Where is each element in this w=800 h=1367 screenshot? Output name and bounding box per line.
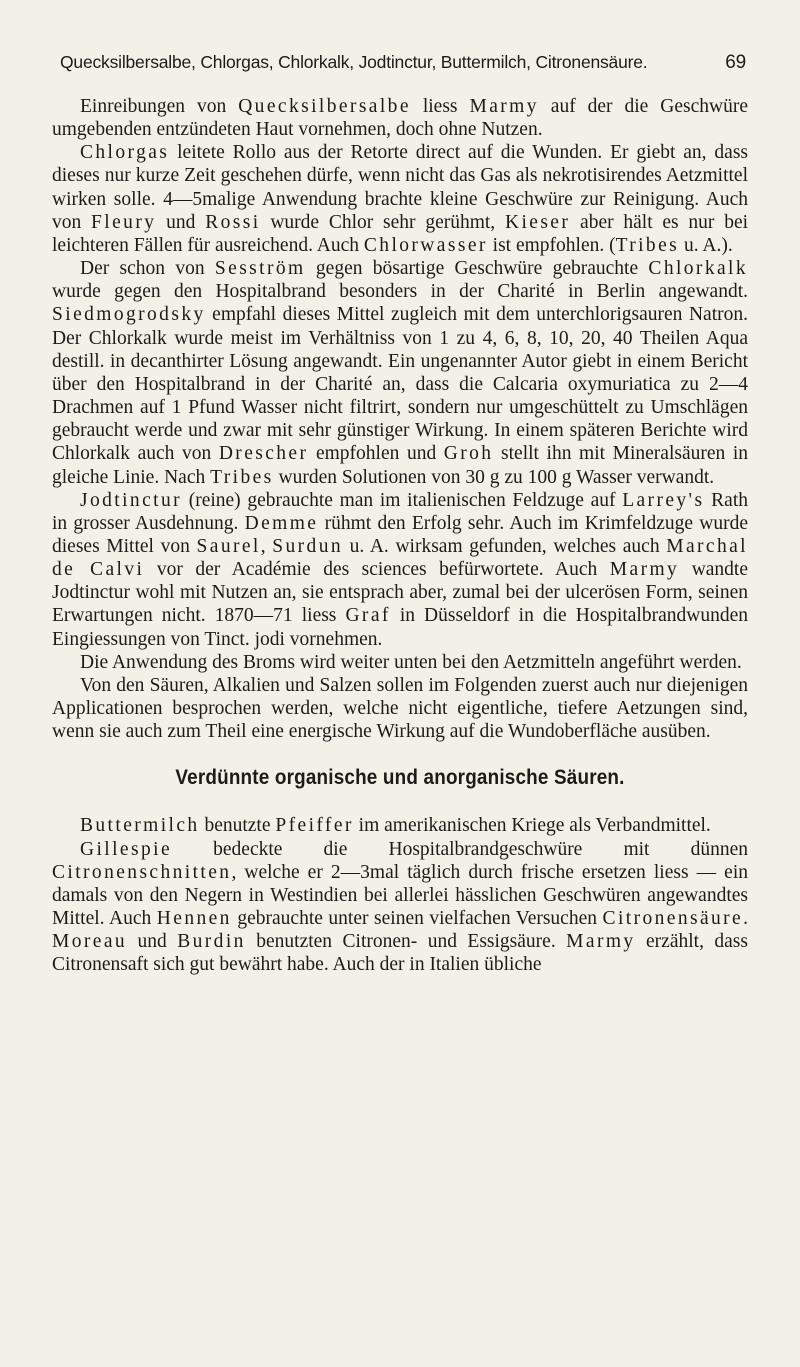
- text-run: (reine) gebrauchte man im italienischen Feldzuge auf: [182, 489, 623, 511]
- spaced-name: Rossi: [205, 211, 261, 233]
- text-run: ,: [260, 535, 273, 557]
- text-run: liess: [410, 96, 470, 117]
- text-run: Von den Säuren, Alkalien und Salzen sollen im Folgenden zuerst auch nur diejenigen Applicationen besprochen werden, welche nicht eigentliche, tiefere Aetzungen sind, wenn sie auch zum Theil eine energische Wirkung auf die Wundoberfläche ausüben.: [52, 674, 748, 743]
- paragraph: [52, 814, 748, 837]
- spaced-name: Marmy: [609, 559, 680, 581]
- spaced-name: Quecksilbersalbe: [238, 96, 411, 117]
- section-heading: Verdünnte organische und anorganische Säuren.: [175, 766, 625, 790]
- running-title: Quecksilbersalbe, Chlorgas, Chlorkalk, Jodtinctur, Buttermilch, Citronensäure.: [60, 52, 648, 72]
- text-run: rühmt den Erfolg sehr. Auch im Krimfeldzuge wurde dieses Mittel von: [52, 512, 748, 557]
- text-run: erzählt, dass Citronensaft sich gut bewährt habe. Auch der in Italien übliche: [52, 931, 748, 976]
- paragraphs-before-heading: [52, 95, 748, 743]
- spaced-name: Pfeiffer: [275, 815, 354, 837]
- page-number: 69: [725, 52, 746, 73]
- text-run: leitete Rollo aus der Retorte direct auf die Wunden. Er giebt an, dass dieses nur kurze Zeit geschehen dürfe, wenn nicht das Gas als nekrotisirendes Aetzmittel wirken solle. 4—5malige Anwendung brachte kleine Geschwüre zur Reinigung. Auch von: [52, 142, 748, 233]
- spaced-name: Tribes: [210, 466, 274, 488]
- spaced-name: Buttermilch: [80, 815, 200, 837]
- text-run: ist empfohlen. (: [487, 234, 616, 256]
- spaced-name: Citronensäure: [602, 908, 744, 929]
- paragraph: [52, 651, 748, 674]
- spaced-name: Chlorwasser: [363, 234, 488, 256]
- text-run: bedeckte die Hospitalbrandgeschwüre mit dünnen: [172, 838, 748, 860]
- text-run: wandte Jodtinctur wohl mit Nutzen an, sie entsprach aber, zumal bei der ulcerösen Form, seinen Erwartungen nicht. 1870—71 liess: [52, 559, 749, 627]
- paragraph: [52, 141, 748, 257]
- text-run: u. A.).: [679, 234, 733, 256]
- text-run: und: [127, 931, 178, 953]
- text-run: u. A. wirksam gefunden, welches auch: [343, 535, 667, 557]
- spaced-name: Marmy: [566, 931, 636, 953]
- text-run: vor der Académie des sciences befürwortete. Auch: [144, 559, 610, 581]
- text-run: benutzten Citronen- und Essigsäure.: [245, 931, 567, 953]
- spaced-name: Tribes: [615, 234, 680, 256]
- text-run: Einreibungen von: [80, 96, 239, 117]
- body-text: [52, 95, 748, 976]
- spaced-name: Burdin: [177, 931, 246, 953]
- spaced-name: Chlorgas: [80, 142, 170, 164]
- spaced-name: Demme: [244, 512, 319, 534]
- spaced-name: Citronenschnitten: [52, 861, 232, 883]
- spaced-name: Siedmogrodsky: [52, 304, 206, 326]
- paragraph: [52, 257, 748, 489]
- text-run: , welche er 2—3mal täglich durch frische ersetzen liess — ein damals von den Negern in Westindien bei allerlei hässlichen Geschwüren angewandtes Mittel. Auch: [52, 861, 748, 929]
- spaced-name: Saurel: [196, 535, 261, 557]
- spaced-name: Sesström: [214, 258, 306, 280]
- running-head: [60, 52, 746, 76]
- text-run: gegen bösartige Geschwüre gebrauchte: [305, 258, 649, 280]
- text-run: und: [156, 211, 206, 233]
- text-run: Der schon von: [80, 258, 215, 280]
- text-run: .: [743, 908, 748, 929]
- spaced-name: Drescher: [218, 443, 309, 465]
- spaced-name: Chlorkalk: [648, 258, 748, 280]
- text-run: auf der die Geschwüre umgebenden entzündeten Haut vornehmen, doch ohne Nutzen.: [52, 96, 748, 141]
- text-run: benutzte: [199, 815, 276, 837]
- paragraph: [52, 489, 748, 651]
- text-run: Die Anwendung des Broms wird weiter unten bei den Aetzmitteln angeführt werden.: [80, 651, 742, 673]
- spaced-name: Marmy: [469, 96, 539, 117]
- spaced-name: Jodtinctur: [80, 489, 182, 511]
- text-run: gebrauchte unter seinen vielfachen Versuchen: [231, 908, 603, 929]
- spaced-name: Kieser: [504, 211, 571, 233]
- paragraph: [52, 838, 748, 977]
- text-run: wurden Solutionen von 30 g zu 100 g Wasser verwandt.: [273, 466, 715, 488]
- spaced-name: Moreau: [52, 931, 128, 953]
- text-run: in Düsseldorf in die Hospitalbrandwunden Eingiessungen von Tinct. jodi vornehmen.: [52, 605, 748, 650]
- text-run: empfahl dieses Mittel zugleich mit dem unterchlorigsauren Natron. Der Chlorkalk wurde meist im Verhältniss von 1 zu 4, 6, 8, 10, 20, 40 Theilen Aqua destill. in decanthirter Lösung angewandt. Ein ungenannter Autor giebt in einem Bericht über den Hospitalbrand in der Charité an, dass die Calcaria oxymuriatica zu 2—4 Drachmen auf 1 Pfund Wasser nicht filtrirt, sondern nur umgeschüttelt zu Umschlägen gebraucht werde und zwar mit sehr günstiger Wirkung. In einem späteren Berichte wird Chlorkalk auch von: [52, 304, 748, 465]
- spaced-name: Graf: [345, 605, 391, 627]
- spaced-name: Larrey's: [622, 489, 705, 511]
- text-run: im amerikanischen Kriege als Verbandmittel.: [353, 815, 711, 837]
- text-run: wurde Chlor sehr gerühmt,: [260, 211, 505, 233]
- paragraphs-after-heading: [52, 814, 748, 976]
- paragraph: [52, 674, 748, 743]
- spaced-name: Hennen: [156, 908, 232, 929]
- spaced-name: Surdun: [272, 535, 344, 557]
- spaced-name: Groh: [443, 443, 494, 465]
- paragraph: [52, 95, 748, 141]
- text-run: Rath in grosser Ausdehnung.: [52, 489, 748, 534]
- text-run: wurde gegen den Hospitalbrand besonders in der Charité in Berlin angewandt.: [52, 281, 748, 303]
- text-run: aber hält es nur bei leichteren Fällen für ausreichend. Auch: [52, 211, 749, 256]
- text-run: stellt ihn mit Mineralsäuren in gleiche Linie. Nach: [52, 443, 749, 488]
- spaced-name: Fleury: [91, 211, 157, 233]
- text-run: empfohlen und: [308, 443, 444, 465]
- spaced-name: Marchal de Calvi: [52, 535, 748, 581]
- spaced-name: Gillespie: [80, 838, 173, 860]
